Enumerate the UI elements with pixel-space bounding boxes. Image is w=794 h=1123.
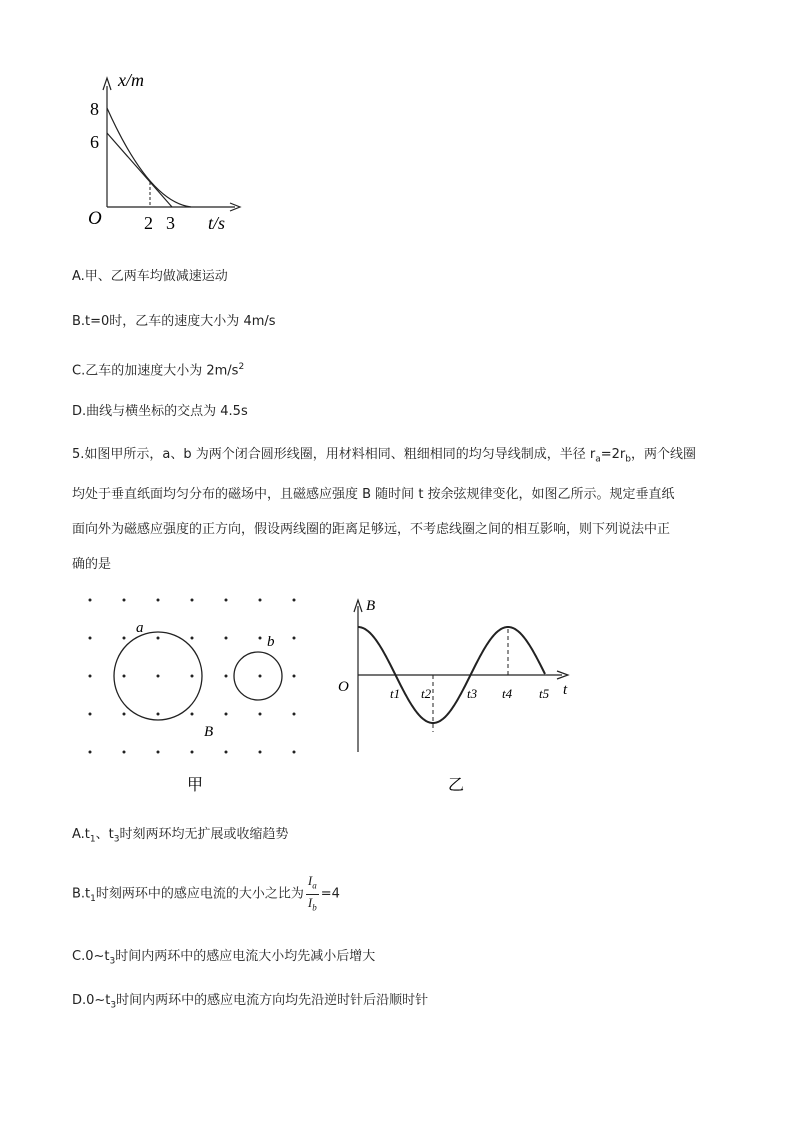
q5-option-c: $C.0\sim t_3$时间内两环中的感应电流大小均先减小后增大 — [72, 949, 376, 967]
q4-option-d: D.曲线与横坐标的交点为 4.5s — [72, 404, 248, 419]
q5-line-2: 均处于垂直纸面均匀分布的磁场中，且磁感应强度 B 随时间 t 按余弦规律变化，如图乙所示。规定垂直纸 — [72, 486, 675, 502]
t-axis-label: t — [563, 682, 568, 698]
q5-option-b: $B.t_1$时刻两环中的感应电流的大小之比为 $\frac{I_a}{I_b}$ =4 — [72, 873, 340, 917]
q5-line-4: 确的是 — [72, 556, 112, 572]
figure-jia — [80, 590, 310, 800]
q4-option-c-text: C.乙车的加速度大小为 2m/s — [72, 363, 239, 379]
field-label: B — [204, 724, 214, 740]
y-tick-6: 6 — [90, 132, 99, 152]
origin-label: O — [88, 208, 102, 229]
y-tick-8: 8 — [90, 99, 99, 119]
caption-jia: 甲 — [187, 775, 204, 794]
tick-t4: t4 — [502, 686, 513, 701]
tick-t2: t2 — [421, 686, 432, 701]
b-axis-label: B — [366, 598, 376, 614]
x-tick-2: 2 — [144, 213, 153, 233]
figure-yi — [330, 590, 580, 800]
tick-t1: t1 — [390, 686, 401, 701]
y-axis-label: x/m — [118, 70, 144, 90]
caption-yi: 乙 — [448, 775, 465, 794]
x-tick-3: 3 — [166, 213, 175, 233]
q4-option-c-sup: 2 — [238, 362, 245, 372]
coil-b-label: b — [267, 634, 275, 650]
q5-option-d: $D.0\sim t_3$时间内两环中的感应电流方向均先沿逆时针后沿顺时针 — [72, 993, 429, 1011]
q4-option-a: A.甲、乙两车均做减速运动 — [72, 269, 228, 284]
tick-t5: t5 — [539, 686, 550, 701]
field-dots — [89, 599, 296, 754]
current-ratio-fraction: $\frac{I_a}{I_b}$ — [307, 873, 317, 913]
x-axis-label: t/s — [208, 213, 226, 233]
coil-b — [234, 652, 282, 700]
x-t-graph — [80, 68, 260, 238]
q4-option-c — [72, 358, 244, 380]
curve-jia — [107, 108, 191, 207]
yi-origin-label: O — [338, 679, 349, 695]
q5-line-3: 面向外为磁感应强度的正方向，假设两线圈的距离足够远，不考虑线圈之间的相互影响，则下列说法中正 — [72, 521, 671, 537]
q4-option-b: B.t=0时，乙车的速度大小为 4m/s — [72, 314, 276, 329]
coil-a-label: a — [136, 620, 144, 636]
q5-option-a: $A.t_1$、$t_3$时刻两环均无扩展或收缩趋势 — [72, 827, 289, 845]
q5-stem — [72, 441, 722, 579]
q5-line-1: 5.如图甲所示，a、b 为两个闭合圆形线圈，用材料相同、粗细相同的均匀导线制成，半径 $r_a=2r_b$，两个线圈 — [72, 447, 696, 465]
tick-t3: t3 — [467, 686, 478, 701]
line-yi — [107, 133, 172, 207]
